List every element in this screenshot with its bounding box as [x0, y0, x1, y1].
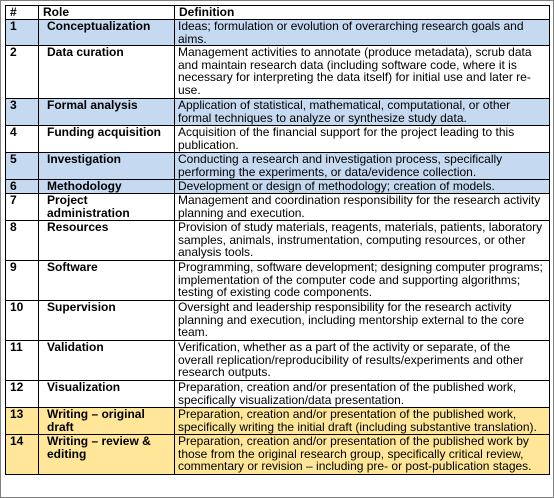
- row-role: Validation: [39, 341, 175, 381]
- row-definition: Verification, whether as a part of the activity or separate, of the overall replication/reproducibility of results/experiments and other research outputs.: [175, 341, 550, 381]
- row-definition: Management and coordination responsibility for the research activity planning and execution.: [175, 194, 550, 221]
- table-row: [6, 381, 550, 408]
- row-definition: Conducting a research and investigation process, specifically performing the experiments, or data/evidence collection.: [175, 153, 550, 180]
- row-number: 8: [6, 221, 39, 261]
- row-number: 7: [6, 194, 39, 221]
- row-role: Project administration: [39, 194, 175, 221]
- row-definition: Acquisition of the financial support for the project leading to this publication.: [175, 126, 550, 153]
- row-role: Writing – review & editing: [39, 435, 175, 475]
- table-row: [6, 180, 550, 194]
- row-role: Visualization: [39, 381, 175, 408]
- table-row: [6, 20, 550, 46]
- row-definition: Preparation, creation and/or presentation of the published work, specifically visualization/data presentation.: [175, 381, 550, 408]
- row-number: 4: [6, 126, 39, 153]
- table-row: [6, 408, 550, 435]
- row-number: 2: [6, 46, 39, 99]
- table-row: [6, 261, 550, 301]
- row-role: Writing – original draft: [39, 408, 175, 435]
- row-definition: Provision of study materials, reagents, materials, patients, laboratory samples, animals, instrumentation, computing resources, or other analysis tools.: [175, 221, 550, 261]
- row-number: 10: [6, 301, 39, 341]
- row-definition: Ideas; formulation or evolution of overarching research goals and aims.: [175, 20, 550, 46]
- row-number: 3: [6, 99, 39, 126]
- row-number: 6: [6, 180, 39, 194]
- row-role: Supervision: [39, 301, 175, 341]
- table-row: [6, 126, 550, 153]
- row-role: Data curation: [39, 46, 175, 99]
- row-number: 14: [6, 435, 39, 475]
- header-role: Role: [39, 6, 175, 20]
- row-role: Investigation: [39, 153, 175, 180]
- table-row: [6, 46, 550, 99]
- row-role: Software: [39, 261, 175, 301]
- row-definition: Development or design of methodology; creation of models.: [175, 180, 550, 194]
- table-row: [6, 194, 550, 221]
- row-number: 5: [6, 153, 39, 180]
- row-definition: Programming, software development; designing computer programs; implementation of the computer code and supporting algorithms; testing of existing code components.: [175, 261, 550, 301]
- table-row: [6, 435, 550, 475]
- row-role: Methodology: [39, 180, 175, 194]
- table-row: [6, 341, 550, 381]
- row-number: 9: [6, 261, 39, 301]
- row-role: Resources: [39, 221, 175, 261]
- table-row: [6, 153, 550, 180]
- row-number: 12: [6, 381, 39, 408]
- row-role: Conceptualization: [39, 20, 175, 46]
- row-definition: Oversight and leadership responsibility for the research activity planning and execution, including mentorship external to the core team.: [175, 301, 550, 341]
- header-definition: Definition: [175, 6, 550, 20]
- row-number: 11: [6, 341, 39, 381]
- row-number: 1: [6, 20, 39, 46]
- row-role: Formal analysis: [39, 99, 175, 126]
- row-number: 13: [6, 408, 39, 435]
- row-definition: Preparation, creation and/or presentation of the published work by those from the original research group, specifically critical review, commentary or revision – including pre- or post-publication stages.: [175, 435, 550, 475]
- row-definition: Preparation, creation and/or presentation of the published work, specifically writing the initial draft (including substantive translation).: [175, 408, 550, 435]
- row-role: Funding acquisition: [39, 126, 175, 153]
- header-row: [6, 6, 550, 20]
- table-row: [6, 221, 550, 261]
- contributor-roles-table: [5, 5, 550, 475]
- table-row: [6, 99, 550, 126]
- header-number: #: [6, 6, 39, 20]
- table-row: [6, 301, 550, 341]
- row-definition: Application of statistical, mathematical, computational, or other formal techniques to analyze or synthesize study data.: [175, 99, 550, 126]
- row-definition: Management activities to annotate (produce metadata), scrub data and maintain research data (including software code, where it is necessary for interpreting the data itself) for initial use and later re-use.: [175, 46, 550, 99]
